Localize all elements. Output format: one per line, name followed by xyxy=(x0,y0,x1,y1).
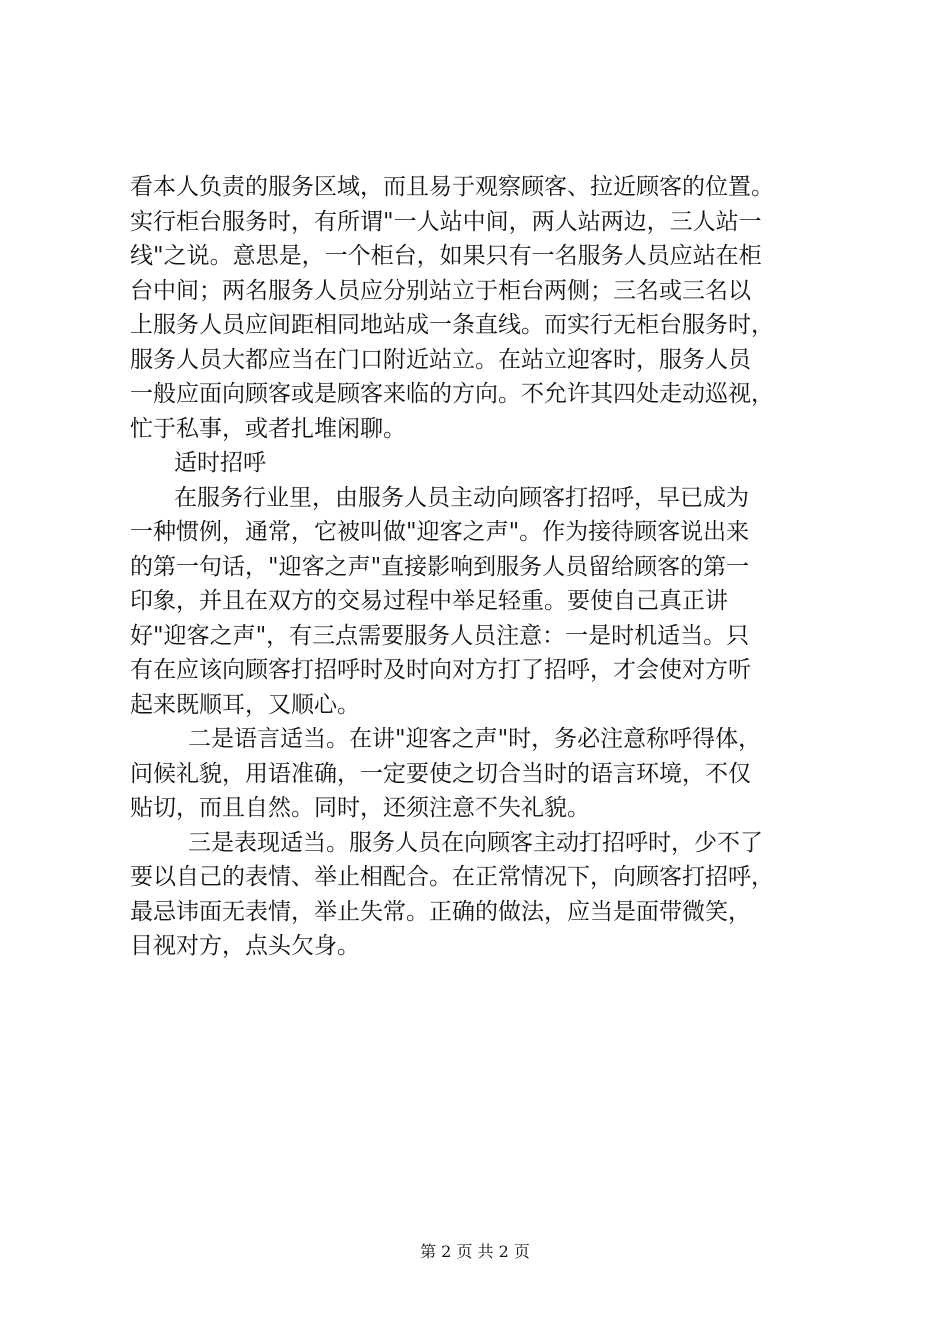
text-line: 好"迎客之声"，有三点需要服务人员注意：一是时机适当。只 xyxy=(130,622,750,649)
text-line: 一种惯例，通常，它被叫做"迎客之声"。作为接待顾客说出来 xyxy=(130,519,750,545)
text-line: 起来既顺耳，又顺心。 xyxy=(130,691,360,718)
text-line: 有在应该向顾客打招呼时及时向对方打了招呼，才会使对方听 xyxy=(130,657,751,683)
text-line: 上服务人员应间距相同地站成一条直线。而实行无柜台服务时， xyxy=(130,312,774,338)
text-line: 一般应面向顾客或是顾客来临的方向。不允许其四处走动巡视， xyxy=(130,381,774,407)
text-line: 在服务行业里，由服务人员主动向顾客打招呼，早已成为 xyxy=(174,484,749,511)
text-line: 看本人负责的服务区域，而且易于观察顾客、拉近顾客的位置。 xyxy=(130,174,774,200)
text-line: 服务人员大都应当在门口附近站立。在站立迎客时，服务人员 xyxy=(130,346,751,373)
text-line: 忙于私事，或者扎堆闲聊。 xyxy=(130,415,406,442)
page-number-footer: 第 2 页 共 2 页 xyxy=(420,1242,530,1261)
text-line: 问候礼貌，用语准确，一定要使之切合当时的语言环境，不仅 xyxy=(130,760,751,787)
text-line: 要以自己的表情、举止相配合。在正常情况下，向顾客打招呼， xyxy=(130,864,774,890)
section-heading: 适时招呼 xyxy=(174,450,266,476)
text-line: 线"之说。意思是，一个柜台，如果只有一名服务人员应站在柜 xyxy=(130,243,762,269)
text-line: 最忌讳面无表情，举止失常。正确的做法，应当是面带微笑， xyxy=(130,898,751,925)
text-line: 三是表现适当。服务人员在向顾客主动打招呼时，少不了 xyxy=(188,829,763,856)
text-line: 目视对方，点头欠身。 xyxy=(130,933,360,959)
text-line: 台中间；两名服务人员应分别站立于柜台两侧；三名或三名以 xyxy=(130,277,751,304)
text-line: 二是语言适当。在讲"迎客之声"时，务必注意称呼得体， xyxy=(188,726,762,752)
text-line: 贴切，而且自然。同时，还须注意不失礼貌。 xyxy=(130,795,590,821)
text-line: 印象，并且在双方的交易过程中举足轻重。要使自己真正讲 xyxy=(130,588,728,614)
document-body xyxy=(130,170,830,964)
text-line: 的第一句话，"迎客之声"直接影响到服务人员留给顾客的第一 xyxy=(130,553,750,580)
text-line: 实行柜台服务时，有所谓"一人站中间，两人站两边，三人站一 xyxy=(130,208,762,235)
